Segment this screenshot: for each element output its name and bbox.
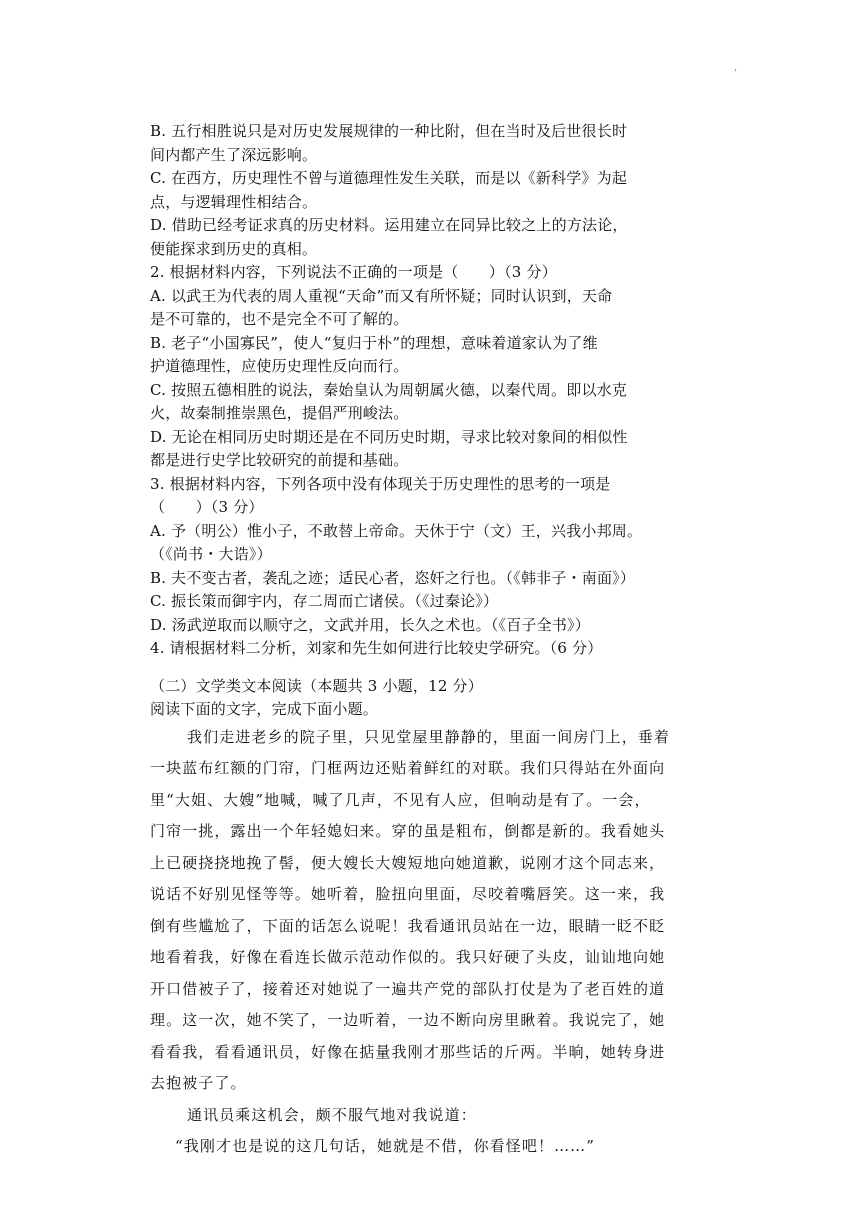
passage-paragraph-2: 通讯员乘这机会，颇不服气地对我说道： bbox=[187, 1105, 477, 1124]
option-line: 间内都产生了深远影响。 bbox=[150, 145, 318, 164]
passage-line: 我们走进老乡的院子里，只见堂屋里静静的，里面一间房门上，垂着 bbox=[187, 727, 671, 746]
passage-line: 说话不好别见怪等等。她听着，脸扭向里面，尽咬着嘴唇笑。这一来，我 bbox=[150, 885, 666, 903]
passage-line: 一块蓝布红额的门帘，门框两边还贴着鲜红的对联。我们只得站在外面向 bbox=[150, 759, 666, 777]
option-line: C. 在西方，历史理性不曾与道德理性发生关联，而是以《新科学》为起 bbox=[150, 169, 628, 187]
passage-line: 上已硬挠挠地挽了髻，便大嫂长大嫂短地向她道歉，说刚才这个同志来， bbox=[150, 853, 666, 872]
question-2 bbox=[150, 261, 720, 473]
passage-line: 地看着我，好像在看连长做示范动作似的。我只好硬了头皮，讪讪地向她 bbox=[150, 948, 666, 966]
passage-line: 门帘一挑，露出一个年轻媳妇来。穿的虽是粗布，倒都是新的。我看她头 bbox=[150, 822, 666, 840]
passage-paragraph-1 bbox=[150, 722, 720, 1100]
section-gap bbox=[150, 661, 720, 675]
question-stem: 2. 根据材料内容，下列说法不正确的一项是（ ）（3 分） bbox=[150, 263, 557, 281]
option-line: 火，故秦制推崇黑色，提倡严刑峻法。 bbox=[150, 404, 409, 422]
option-line: A. 予（明公）惟小子，不敢替上帝命。天休于宁（文）王，兴我小邦周。 bbox=[150, 521, 643, 540]
passage-line: 去抱被子了。 bbox=[150, 1074, 247, 1092]
option-line: B. 夫不变古者，袭乱之迹；适民心者，恣奸之行也。（《韩非子・南面》） bbox=[150, 568, 636, 587]
option-line: （《尚书・大诰》） bbox=[150, 545, 272, 563]
option-line: 护道德理性，应使历史理性反向而行。 bbox=[150, 357, 409, 375]
option-line: A. 以武王为代表的周人重视“天命”而又有所怀疑；同时认识到，天命 bbox=[150, 286, 613, 305]
section-2 bbox=[150, 675, 720, 1163]
option-line: B. 老子“小国寡民”，使人“复归于朴”的理想，意味着道家认为了维 bbox=[150, 333, 598, 352]
options-block-1 bbox=[150, 120, 720, 261]
option-line: C. 振长策而御宇内，存二周而亡诸侯。（《过秦论》） bbox=[150, 592, 499, 610]
document-page bbox=[150, 120, 720, 1163]
question-3 bbox=[150, 473, 720, 638]
passage-line: 看看我，看看通讯员，好像在掂量我刚才那些话的斤两。半晌，她转身进 bbox=[150, 1042, 666, 1061]
passage-line: 开口借被子了，接着还对她说了一遍共产党的部队打仗是为了老百姓的道 bbox=[150, 979, 666, 998]
option-line: D. 借助已经考证求真的历史材料。运用建立在同异比较之上的方法论， bbox=[150, 216, 628, 234]
question-4: 4. 请根据材料二分析，刘家和先生如何进行比较史学研究。（6 分） bbox=[150, 639, 603, 657]
section-heading: （二）文学类文本阅读（本题共 3 小题，12 分） bbox=[150, 676, 483, 695]
section-instruction: 阅读下面的文字，完成下面小题。 bbox=[150, 700, 379, 718]
option-line: D. 无论在相同历史时期还是在不同历史时期，寻求比较对象间的相似性 bbox=[150, 427, 628, 446]
question-stem: 3. 根据材料内容，下列各项中没有体现关于历史理性的思考的一项是 bbox=[150, 474, 611, 493]
option-line: B. 五行相胜说只是对历史发展规律的一种比附，但在当时及后世很长时 bbox=[150, 122, 628, 140]
option-line: D. 汤武逆取而以顺守之，文武并用，长久之术也。（《百子全书》） bbox=[150, 615, 590, 634]
option-line: 都是进行史学比较研究的前提和基础。 bbox=[150, 451, 409, 469]
option-line: C. 按照五德相胜的说法，秦始皇认为周朝属火德，以秦代周。即以水克 bbox=[150, 380, 628, 399]
corner-mark: , bbox=[734, 62, 738, 73]
option-line: 便能探求到历史的真相。 bbox=[150, 239, 318, 258]
passage-dialogue: “我刚才也是说的这几句话，她就是不借，你看怪吧！……” bbox=[175, 1137, 596, 1155]
option-line: 点，与逻辑理性相结合。 bbox=[150, 192, 318, 211]
question-stem-cont: （ ）（3 分） bbox=[150, 498, 264, 516]
option-line: 是不可靠的，也不是完全不可了解的。 bbox=[150, 310, 409, 328]
passage-line: 里“大姐、大嫂”地喊，喊了几声，不见有人应，但响动是有了。一会， bbox=[150, 790, 651, 809]
passage-line: 倒有些尴尬了，下面的话怎么说呢！我看通讯员站在一边，眼睛一眨不眨 bbox=[150, 916, 666, 935]
passage-line: 理。这一次，她不笑了，一边听着，一边不断向房里瞅着。我说完了，她 bbox=[150, 1011, 666, 1029]
